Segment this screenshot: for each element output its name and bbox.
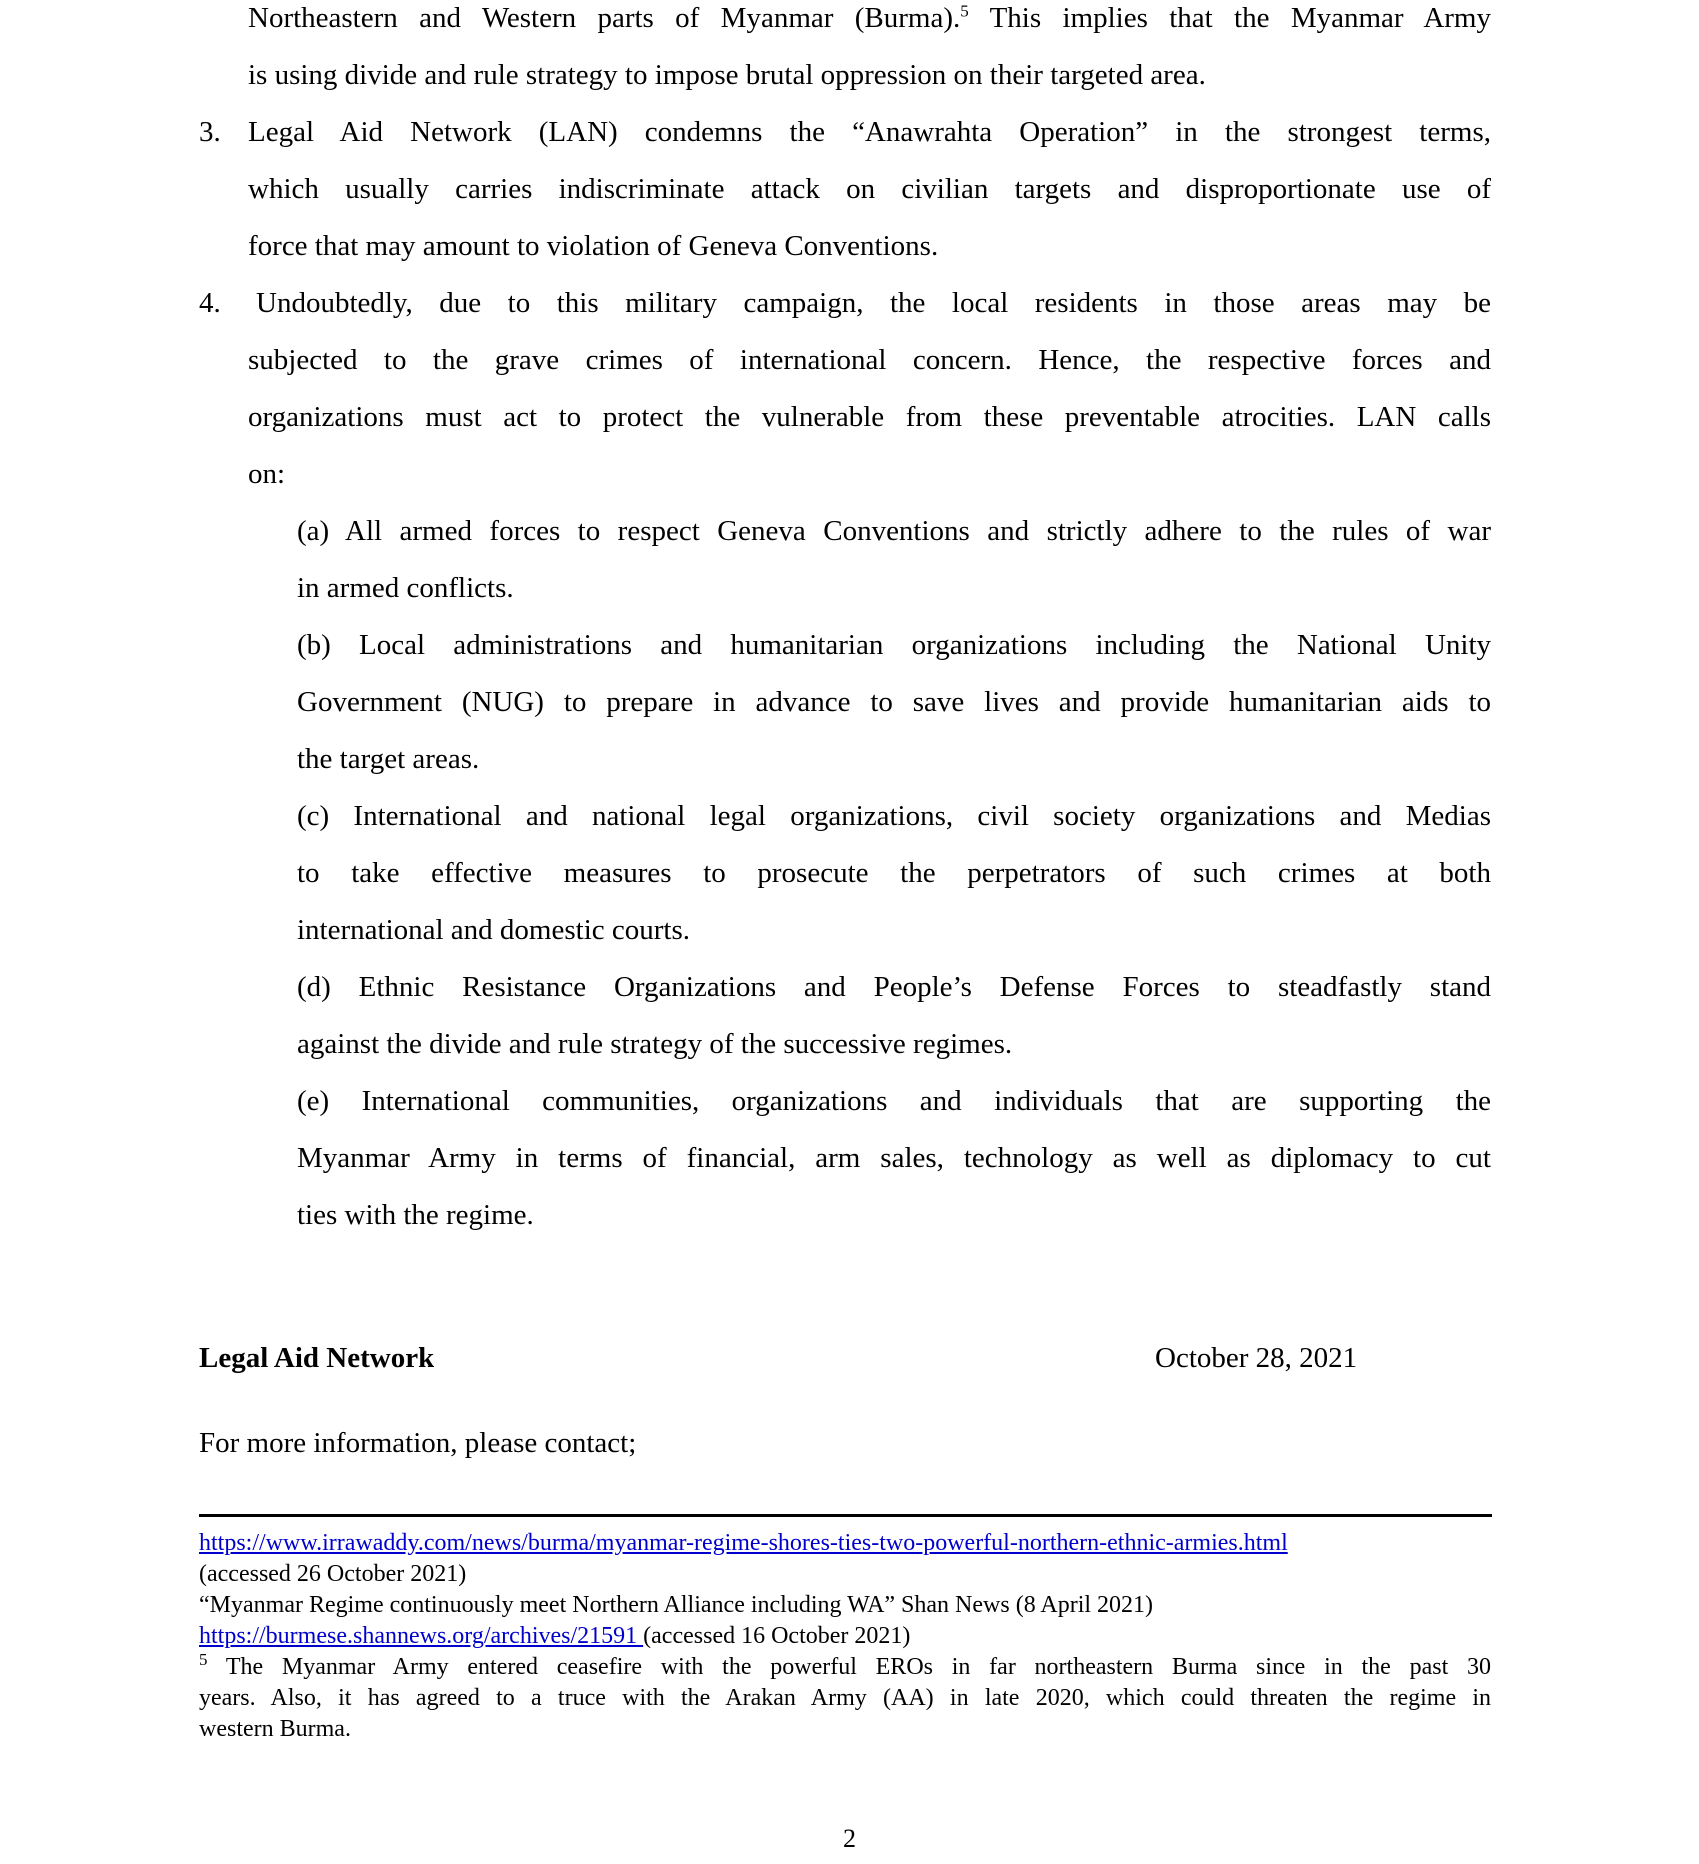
subitem-e-line-3: ties with the regime.	[297, 1199, 534, 1231]
item3-line-1: Legal Aid Network (LAN) condemns the “Anawrahta Operation” in the strongest terms,	[248, 116, 1491, 148]
text-span: Northeastern and Western parts of Myanmar (Burma).	[248, 2, 961, 34]
subitem-d-line-1: (d) Ethnic Resistance Organizations and People’s Defense Forces to steadfastly stand	[297, 971, 1491, 1003]
subitem-a-line-1: (a) All armed forces to respect Geneva Conventions and strictly adhere to the rules of war	[297, 515, 1491, 547]
subitem-c-line-2: to take effective measures to prosecute the perpetrators of such crimes at both	[297, 857, 1491, 889]
footnote-5-line-1	[199, 1652, 1491, 1683]
subitem-b-line-2: Government (NUG) to prepare in advance to save lives and provide humanitarian aids to	[297, 686, 1491, 718]
item3-line-3: force that may amount to violation of Geneva Conventions.	[248, 230, 939, 262]
paragraph-line: is using divide and rule strategy to impose brutal oppression on their targeted area.	[248, 59, 1206, 91]
subitem-e-line-2: Myanmar Army in terms of financial, arm sales, technology as well as diplomacy to cut	[297, 1142, 1491, 1174]
subitem-b-line-1: (b) Local administrations and humanitarian organizations including the National Unity	[297, 629, 1491, 661]
item3-line-2: which usually carries indiscriminate attack on civilian targets and disproportionate use of	[248, 173, 1491, 205]
paragraph-line	[248, 0, 1491, 47]
item4-line-3: organizations must act to protect the vulnerable from these preventable atrocities. LAN calls	[248, 401, 1491, 433]
footnote-link-irrawaddy[interactable]: https://www.irrawaddy.com/news/burma/myanmar-regime-shores-ties-two-powerful-northern-ethnic-armies.html	[199, 1530, 1288, 1556]
page-number: 2	[843, 1824, 856, 1853]
subitem-a-line-2: in armed conflicts.	[297, 572, 514, 604]
signature-org: Legal Aid Network	[199, 1342, 435, 1374]
item4-line-4: on:	[248, 458, 286, 490]
footnote-line	[199, 1621, 1491, 1652]
subitem-c-line-3: international and domestic courts.	[297, 914, 691, 946]
footnote-line: “Myanmar Regime continuously meet Northern Alliance including WA” Shan News (8 April 2021)	[199, 1592, 1154, 1618]
footnote-link-shannews[interactable]: https://burmese.shannews.org/archives/21591	[199, 1623, 644, 1649]
text-span: The Myanmar Army entered ceasefire with the powerful EROs in far northeastern Burma since in the past 30	[225, 1654, 1491, 1680]
footnote-separator	[199, 1514, 1492, 1517]
subitem-c-line-1: (c) International and national legal organizations, civil society organizations and Medias	[297, 800, 1491, 832]
footnote-ref-5[interactable]: 5	[960, 1, 969, 21]
footnote-block	[199, 1528, 1491, 1745]
footnote-line: (accessed 26 October 2021)	[199, 1561, 467, 1587]
footnote-5-line-3: western Burma.	[199, 1716, 351, 1742]
contact-line: For more information, please contact;	[199, 1427, 637, 1459]
list-number-4: 4.	[199, 287, 221, 319]
list-number-3: 3.	[199, 116, 221, 148]
subitem-d-line-2: against the divide and rule strategy of the successive regimes.	[297, 1028, 1013, 1060]
footnote-accessed: (accessed 16 October 2021)	[643, 1623, 911, 1649]
text-span: This implies that the Myanmar Army	[968, 2, 1491, 34]
item4-line-2: subjected to the grave crimes of international concern. Hence, the respective forces and	[248, 344, 1491, 376]
footnote-5-marker: 5	[199, 1650, 208, 1669]
signature-date: October 28, 2021	[1155, 1342, 1358, 1374]
subitem-b-line-3: the target areas.	[297, 743, 480, 775]
footnote-line	[199, 1528, 1491, 1559]
item4-line-1: Undoubtedly, due to this military campaign, the local residents in those areas may be	[256, 287, 1491, 319]
footnote-5-line-2: years. Also, it has agreed to a truce with the Arakan Army (AA) in late 2020, which could threaten the regime in	[199, 1685, 1491, 1711]
subitem-e-line-1: (e) International communities, organizations and individuals that are supporting the	[297, 1085, 1491, 1117]
